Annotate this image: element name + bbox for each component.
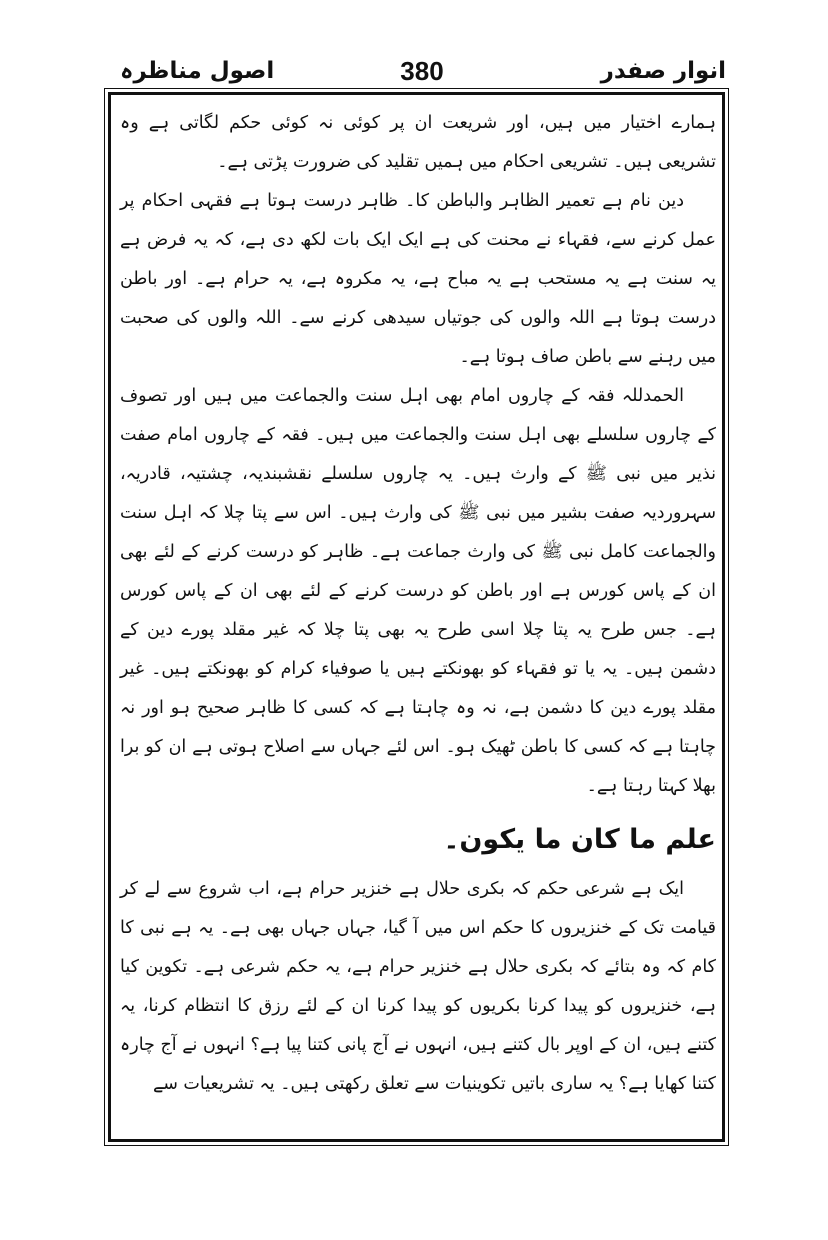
page-number: 380 — [400, 56, 444, 86]
section-heading: علم ما کان ما یکون۔ — [443, 824, 716, 855]
book-title: انوار صفدر — [600, 58, 726, 84]
page-body — [120, 104, 716, 1104]
paragraph-2: دین نام ہے تعمیر الظاہر والباطن کا۔ ظاہر درست ہوتا ہے فقہی احکام پر عمل کرنے سے، فقہاء نے محنت کی ہے ایک ایک بات لکھ دی ہے، کہ یہ فرض ہے یہ سنت ہے یہ مستحب ہے یہ مباح ہے، یہ مکروہ ہے، یہ حرام ہے۔ اور باطن درست ہوتا ہے اللہ والوں کی جوتیاں سیدھی کرنے سے۔ اللہ والوں کی صحبت میں رہنے سے باطن صاف ہوتا ہے۔ — [120, 191, 716, 367]
paragraph-4: ایک ہے شرعی حکم کہ بکری حلال ہے خنزیر حرام ہے، اب شروع سے لے کر قیامت تک کے خنزیروں کا حکم اس میں آ گیا، جہاں جہاں بھی ہے۔ یہ ہے نبی کا کام کہ وہ بتائے کہ بکری حلال ہے خنزیر حرام ہے، یہ حکم شرعی ہے۔ تکوین کیا ہے، خنزیروں کو پیدا کرنا بکریوں کو پیدا کرنا ان کے لئے رزق کا انتظام کرنا، یہ کتنے ہیں، ان کے اوپر بال کتنے ہیں، انہوں نے آج پانی کتنا پیا ہے؟ انہوں نے آج چارہ کتنا کھایا ہے؟ یہ ساری باتیں تکوینیات سے تعلق رکھتی ہیں۔ یہ تشریعیات سے — [120, 879, 716, 1094]
page-header — [108, 52, 736, 92]
paragraph-3: الحمدللہ فقہ کے چاروں امام بھی اہل سنت والجماعت میں ہیں اور تصوف کے چاروں سلسلے بھی اہل سنت والجماعت میں ہیں۔ فقہ کے چاروں امام صفت نذیر میں نبی ﷺ کے وارث ہیں۔ یہ چاروں سلسلے نقشبندیہ، چشتیہ، قادریہ، سہروردیہ صفت بشیر میں نبی ﷺ کی وارث ہیں۔ اس سے پتا چلا کہ اہل سنت والجماعت کامل نبی ﷺ کی وارث جماعت ہے۔ ظاہر کو درست کرنے کے لئے بھی ان کے پاس کورس ہے اور باطن کو درست کرنے کے لئے بھی ان کے پاس کورس ہے۔ جس طرح یہ پتا چلا اسی طرح یہ بھی پتا چلا کہ غیر مقلد پورے دین کے دشمن ہیں۔ یہ یا تو فقہاء کو بھونکتے ہیں یا صوفیاء کرام کو بھونکتے ہیں۔ غیر مقلد پورے دین کا دشمن ہے، نہ وہ چاہتا ہے کہ کسی کا ظاہر صحیح ہو اور نہ چاہتا ہے کہ کسی کا باطن ٹھیک ہو۔ اس لئے جہاں سے اصلاح ہوتی ہے ان کو برا بھلا کہتا رہتا ہے۔ — [120, 386, 716, 796]
section-title: اصول مناظرہ — [120, 58, 275, 84]
paragraph-1: ہمارے اختیار میں ہیں، اور شریعت ان پر کوئی نہ کوئی حکم لگاتی ہے وہ تشریعی ہیں۔ تشریعی احکام میں ہمیں تقلید کی ضرورت پڑتی ہے۔ — [120, 113, 716, 172]
